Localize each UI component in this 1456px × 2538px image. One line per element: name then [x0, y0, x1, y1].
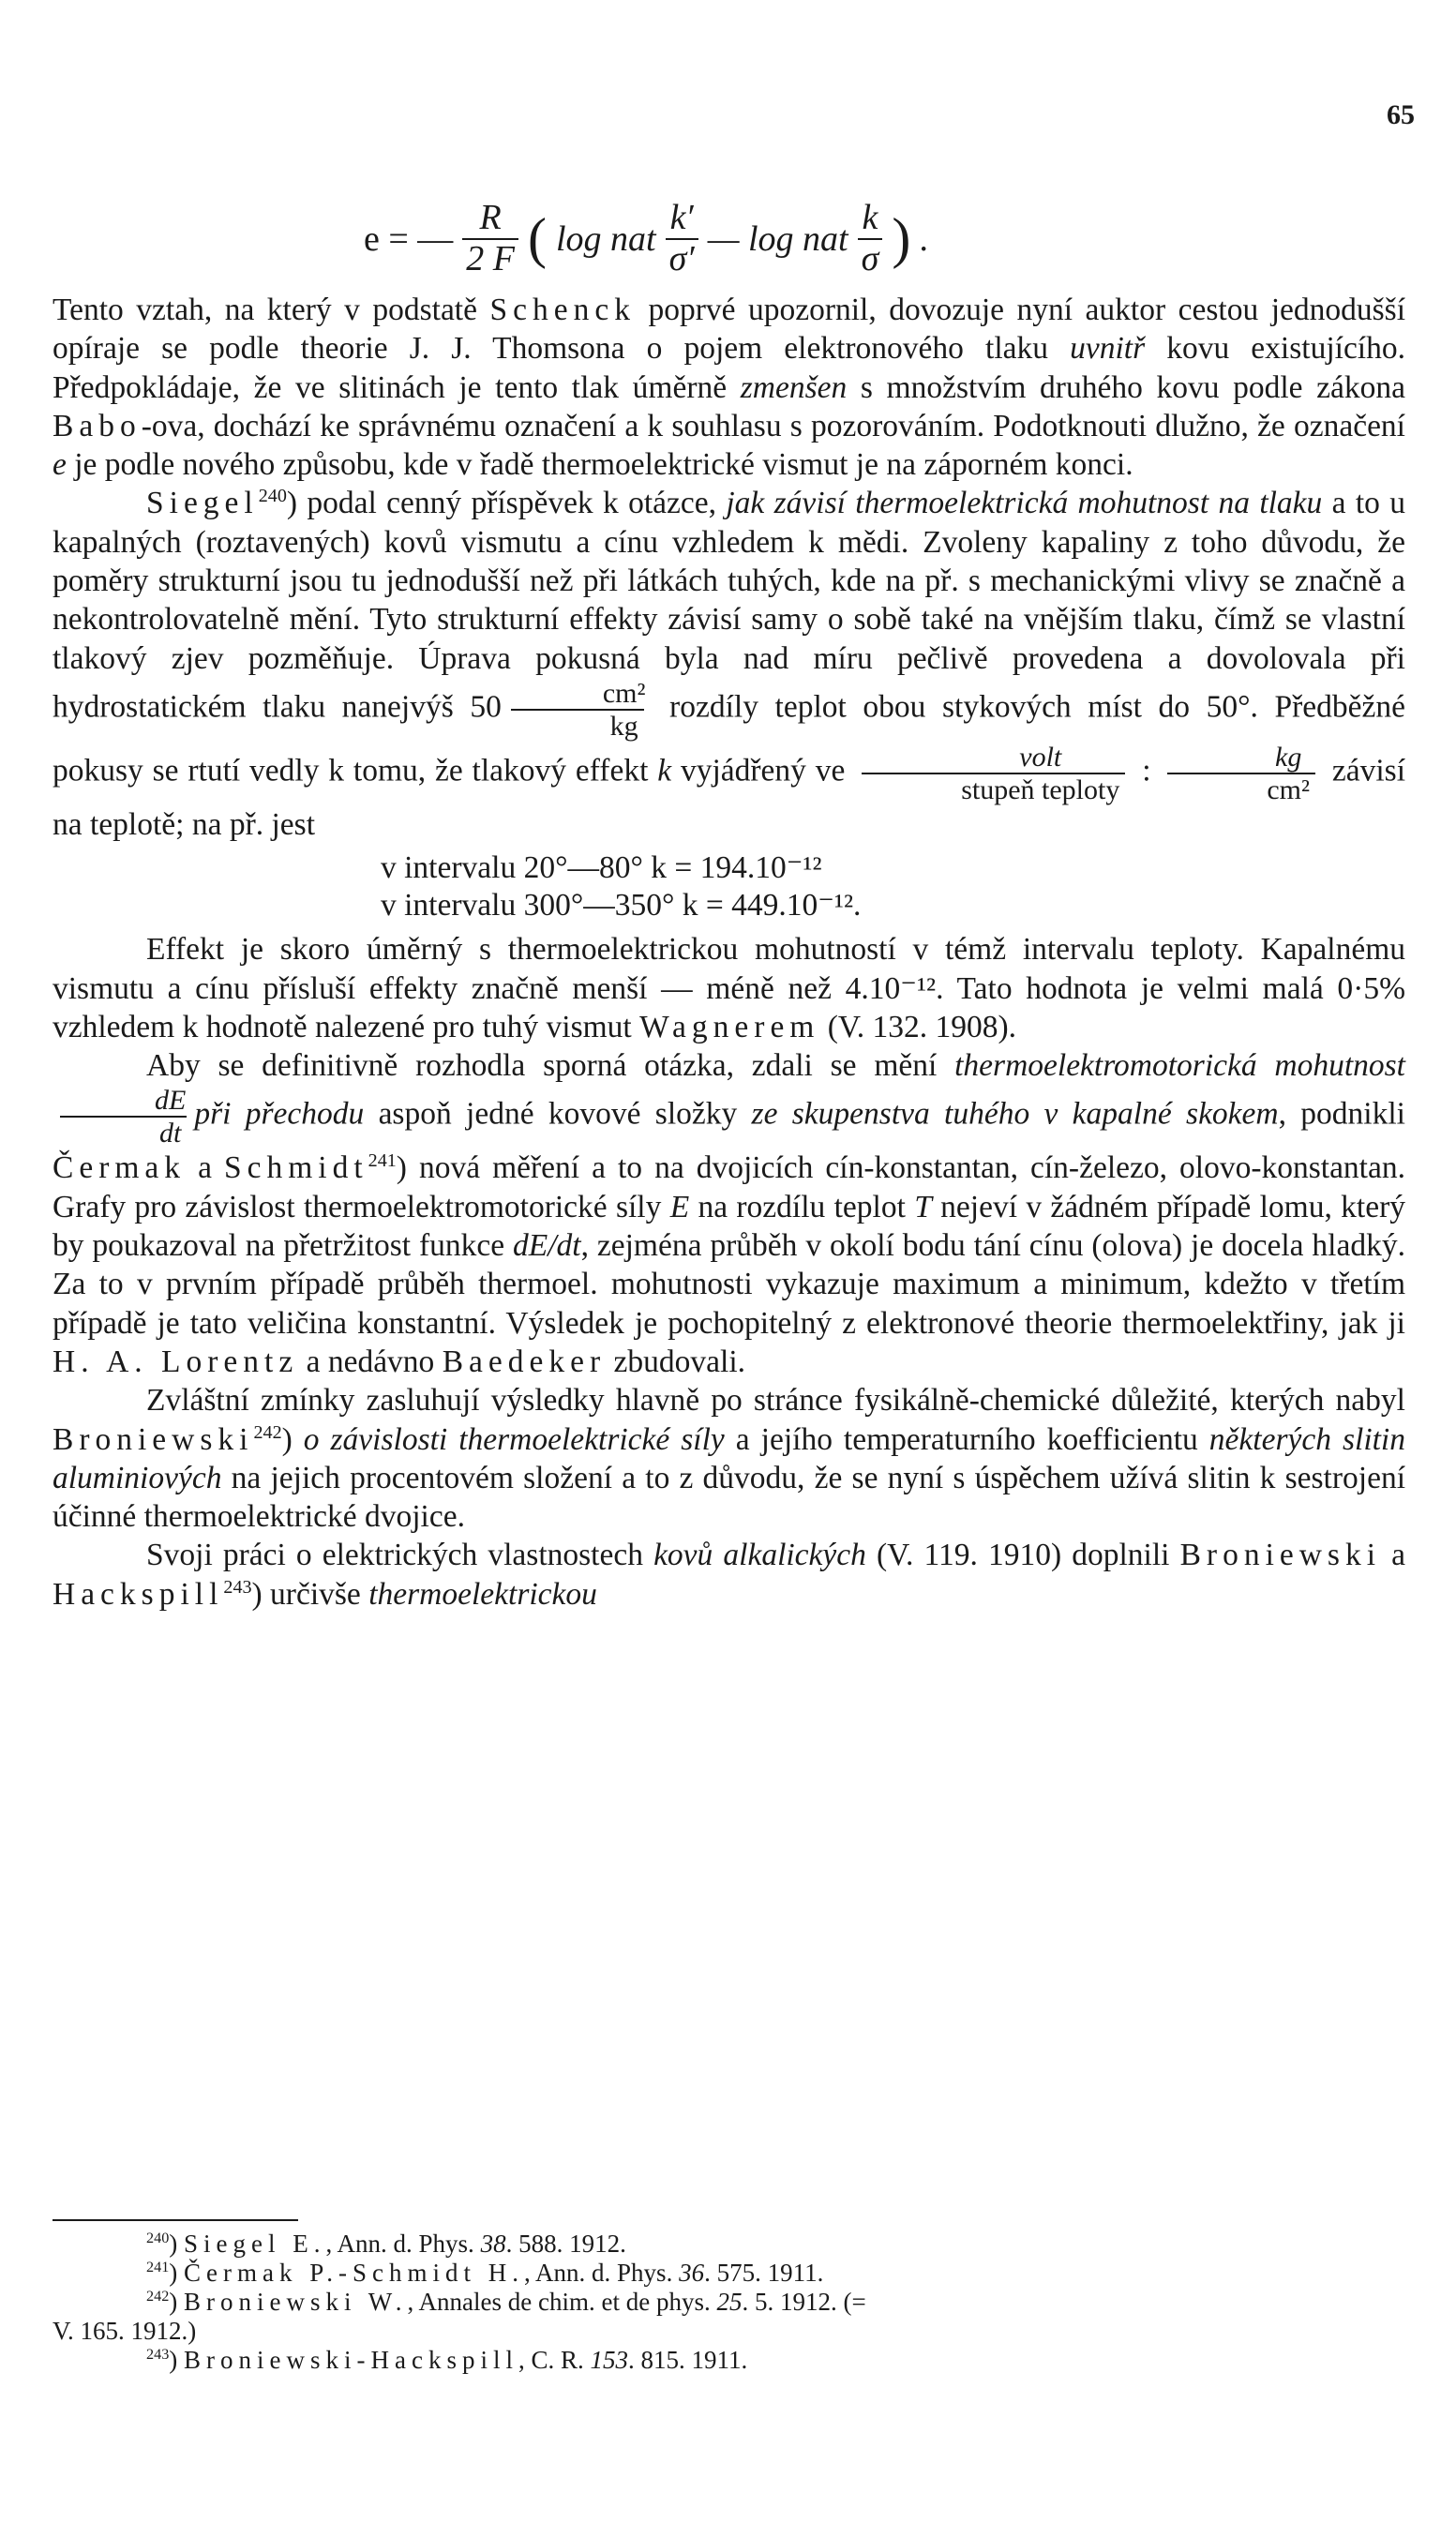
- text-run: kg: [511, 709, 644, 742]
- text-run: o závislosti thermoelektrické síly: [303, 1421, 725, 1457]
- body-text: [53, 291, 1405, 1614]
- text-run: . 815. 1911.: [628, 2346, 748, 2374]
- author-broniewski: Broniewski: [53, 1421, 254, 1457]
- formula-log-nat-2: — log nat: [707, 218, 848, 259]
- author-hackspill: Hackspill: [53, 1576, 224, 1612]
- paragraph-2: [53, 484, 1405, 844]
- text-run: na jejich procentovém složení a to z důvodu, že se nyní s úspěchem užívá slitin k sestrojení účinné thermoelektrické dvojice.: [53, 1460, 1405, 1535]
- footnote-243: $^{243}$) Broniewski-Hackspill, C. R. 153. 815. 1911.: [146, 2346, 748, 2374]
- text-run: a: [1381, 1538, 1405, 1573]
- author-cermak: Čermak: [53, 1150, 187, 1186]
- text-run: 25: [716, 2288, 743, 2316]
- text-run: , C. R.: [518, 2346, 591, 2374]
- text-run: a jejího temperaturního koefficientu: [724, 1421, 1209, 1457]
- text-run: ) určivše: [251, 1576, 369, 1612]
- footnote-ref-243: 243: [223, 1576, 252, 1598]
- text-run: . 575. 1911.: [704, 2259, 824, 2287]
- author-wagner: Wagnerem: [639, 1009, 820, 1044]
- text-run: 243: [146, 2346, 170, 2363]
- text-run: 38: [480, 2230, 506, 2258]
- text-run: Tento vztah, na který v podstatě: [53, 293, 490, 327]
- text-run: Zvláštní zmínky zasluhují výsledky hlavně po stránce fysikálně-chemické důležité, kterých nabyl: [146, 1383, 1405, 1419]
- fraction-cm2-kg: [509, 678, 646, 742]
- text-run: dt: [60, 1116, 187, 1149]
- fraction-de-dt: [60, 1085, 187, 1149]
- text-run: dE: [155, 1085, 187, 1117]
- paragraph-5: [53, 1381, 1405, 1536]
- text-run: cm²: [1167, 773, 1315, 805]
- paragraph-1: [53, 291, 1405, 484]
- text-run: 153: [590, 2346, 629, 2374]
- text-run: k: [657, 753, 672, 788]
- footnote-ref-242: 242: [253, 1421, 282, 1443]
- left-paren: (: [528, 207, 547, 270]
- text-run: dE/dt: [513, 1228, 581, 1264]
- equation-line-1: v intervalu 20°—80° k = 194.10⁻¹²: [381, 850, 822, 886]
- text-run: Svoji práci o elektrických vlastnostech: [146, 1538, 654, 1573]
- text-run: aspoň jedné kovové složky: [364, 1097, 752, 1133]
- footnote-ref-241: 241: [368, 1150, 397, 1172]
- right-paren: ): [892, 207, 911, 270]
- footnote-240: $^{240}$) Siegel E., Ann. d. Phys. 38. 588. 1912.: [146, 2230, 626, 2258]
- text-run: volt: [1019, 741, 1062, 773]
- author-schenck: Schenck: [489, 293, 636, 327]
- text-run: (V. 132. 1908).: [819, 1009, 1017, 1044]
- text-run: Čermak P.-Schmidt H.: [184, 2259, 525, 2287]
- equation-line-2: v intervalu 300°—350° k = 449.10⁻¹².: [381, 888, 862, 924]
- text-run: Effekt je skoro úměrný s thermoelektrickou mohutností v témž intervalu teploty. Kapalnému vismutu a cínu přísluší effekty značně menší — méně než 4.10⁻¹². Tato hodnota je velmi malá 0·5% vzhledem k hodnotě nalezené pro tuhý vismut: [53, 932, 1405, 1044]
- text-run: a nedávno: [298, 1344, 443, 1379]
- author-siegel: Siegel: [146, 486, 259, 521]
- fraction-volt-stupen: [862, 742, 1125, 805]
- author-baedeker: Baedeker: [442, 1344, 607, 1379]
- text-run: :: [1133, 753, 1161, 788]
- text-run: Aby se definitivně rozhodla sporná otázka, zdali se mění: [146, 1048, 955, 1084]
- text-run: ): [281, 1421, 304, 1457]
- text-run: a: [186, 1150, 224, 1186]
- text-run: ) podal cenný příspěvek k otázce,: [286, 486, 727, 521]
- text-run: 36: [679, 2259, 705, 2287]
- text-run: závisí na teplotě; na př. jest: [53, 753, 1405, 842]
- formula-fraction-r-2f: $\frac{R}{2 F}$: [462, 199, 518, 279]
- formula-log-nat-1: log nat: [556, 218, 656, 259]
- text-run: vyjádřený ve: [671, 753, 855, 788]
- footnote-ref-240: 240: [258, 486, 287, 507]
- text-run: . 5. 1912. (=: [742, 2288, 866, 2316]
- text-run: s množstvím druhého kovu podle zákona: [847, 369, 1405, 405]
- text-run: 241: [146, 2259, 170, 2275]
- paragraph-3: [53, 930, 1405, 1046]
- text-run: ) nová měření a to na dvojicích cín-konstantan, cín-železo, olovo-konstantan. Grafy pro závislost thermoelektromotorické síly: [53, 1150, 1405, 1224]
- text-run: 242: [146, 2288, 170, 2305]
- text-run: thermoelektromotorická mohutnost: [954, 1048, 1405, 1084]
- text-run: a to u kapalných (roztavených) kovů vismutu a cínu vzhledem k mědi. Zvoleny kapaliny z toho důvodu, že poměry strukturní jsou tu jednodušší než při látkách tuhých, kde na př. s mechanickými vlivy se značně a nekontrolovatelně mění. Tyto strukturní effekty závisí samy o sobě také na vnějším tlaku, čímž se vlastní tlakový zjev pozměňuje. Úprava pokusná byla nad míru pečlivě provedena a dovolovala při hydrostatickém tlaku nanejvýš 50: [53, 486, 1405, 725]
- text-run: E: [669, 1189, 690, 1224]
- text-run: Broniewski W.: [184, 2288, 408, 2316]
- text-run: zbudovali.: [606, 1344, 746, 1379]
- footnotes: [53, 2230, 1405, 2375]
- text-run: nejeví v žádném případě lomu, který by poukazoval na přetržitost funkce: [53, 1189, 1405, 1264]
- fraction-kg-cm2: [1167, 742, 1315, 805]
- formula-lhs: e = —: [364, 218, 454, 259]
- text-run: , Annales de chim. et de phys.: [407, 2288, 717, 2316]
- footnote-rule: [53, 2219, 298, 2221]
- text-run: některých slitin aluminiových: [53, 1421, 1405, 1495]
- text-run: Broniewski-Hackspill: [184, 2346, 518, 2374]
- text-run: . 588. 1912.: [505, 2230, 626, 2258]
- paragraph-4: [53, 1046, 1405, 1381]
- text-run: je podle nového způsobu, kde v řadě thermoelektrické vismut je na záporném konci.: [66, 447, 1133, 483]
- text-run: rozdíly teplot obou stykových míst do 50°. Předběžné pokusy se rtutí vedly k tomu, že tlakový effekt: [53, 689, 1405, 788]
- text-run: -ova, dochází ke správnému označení a k souhlasu s pozorováním. Podotknouti dlužno, že označení: [141, 408, 1405, 443]
- text-run: (V. 119. 1910) doplnili: [865, 1538, 1180, 1573]
- text-run: kg: [1275, 741, 1302, 773]
- formula-fraction-k: $\frac{k}{\sigma}$: [858, 199, 883, 279]
- text-run: kovu existujícího. Předpokládaje, že ve slitinách je tento tlak úměrně: [53, 331, 1405, 405]
- footnote-242-continued: V. 165. 1912.): [53, 2317, 197, 2345]
- text-run: thermoelektrickou: [368, 1576, 597, 1612]
- text-run: zmenšen: [740, 369, 848, 405]
- formula-end: .: [920, 218, 929, 259]
- author-schmidt: Schmidt: [223, 1150, 368, 1186]
- text-run: , Ann. d. Phys.: [325, 2230, 481, 2258]
- text-run: ze skupenstva tuhého v kapalné skokem: [751, 1097, 1279, 1133]
- author-lorentz: H. A. Lorentz: [53, 1344, 299, 1379]
- text-run: , Ann. d. Phys.: [524, 2259, 680, 2287]
- text-run: 240: [146, 2230, 170, 2246]
- text-run: cm²: [602, 677, 646, 709]
- text-run: stupeň teploty: [862, 773, 1125, 805]
- text-run: jak závisí thermoelektrická mohutnost na tlaku: [726, 486, 1323, 521]
- text-run: uvnitř: [1070, 331, 1146, 367]
- text-run: Siegel E.: [184, 2230, 326, 2258]
- text-run: , podnikli: [1278, 1097, 1405, 1133]
- text-run: kovů alkalických: [653, 1538, 866, 1573]
- text-run: e: [53, 447, 67, 483]
- equation-block: [381, 849, 1405, 924]
- page-number: 65: [1387, 99, 1415, 130]
- formula-fraction-k-prime: $\frac{k'}{\sigma'}$: [666, 199, 698, 279]
- paragraph-6: [53, 1536, 1405, 1614]
- formula-thermoelectric: [364, 199, 929, 279]
- text-run: na rozdílu teplot: [689, 1189, 915, 1224]
- text-run: poprvé upozornil, dovozuje nyní auktor cestou jednodušší opíraje se podle theorie J. J. Thomsona o pojem elektronového tlaku: [53, 293, 1405, 367]
- footnote-241: $^{241}$) Čermak P.-Schmidt H., Ann. d. Phys. 36. 575. 1911.: [146, 2259, 824, 2287]
- author-broniewski-2: Broniewski: [1179, 1538, 1382, 1573]
- text-run: při přechodu: [194, 1097, 365, 1133]
- text-run: , zejména průběh v okolí bodu tání cínu (olova) je docela hladký. Za to v prvním případě průběh thermoel. mohutnosti vykazuje maximum a minimum, kdežto v třetím případě je tato veličina konstantní. Výsledek je pochopitelný z elektronové theorie thermoelektřiny, jak ji: [53, 1228, 1405, 1341]
- footnote-242: $^{242}$) Broniewski W., Annales de chim. et de phys. 25. 5. 1912. (=: [146, 2288, 866, 2316]
- author-babo: Babo: [53, 408, 142, 443]
- text-run: T: [914, 1189, 932, 1224]
